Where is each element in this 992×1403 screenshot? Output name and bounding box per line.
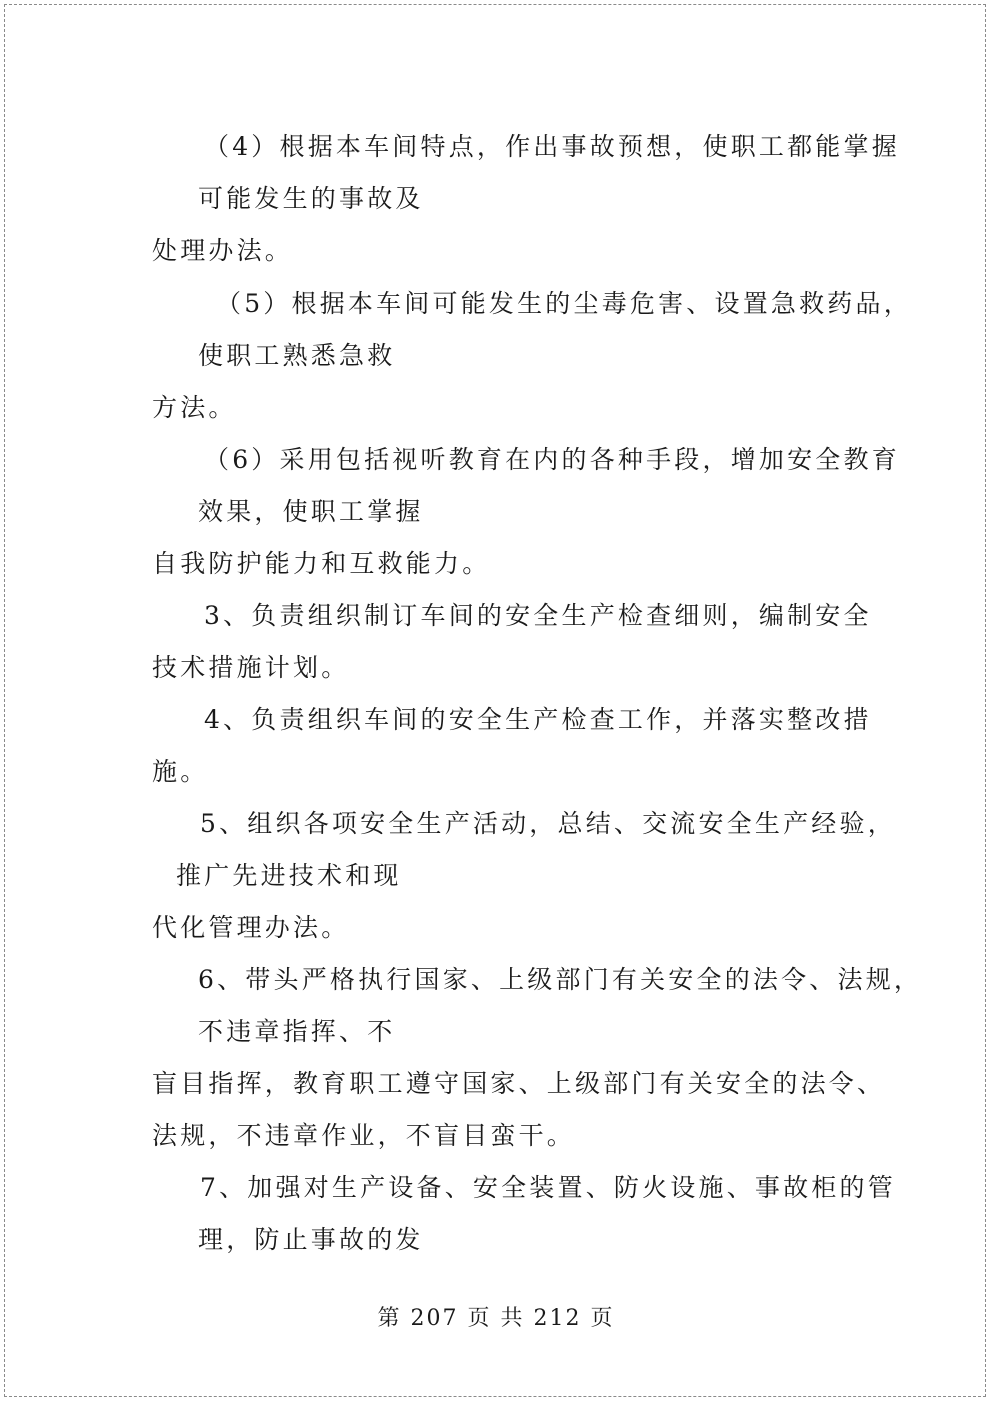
text-line: （5）根据本车间可能发生的尘毒危害、设置急救药品，	[216, 289, 912, 318]
text-line: 推广先进技术和现	[176, 861, 402, 890]
text-line: 可能发生的事故及	[198, 184, 424, 213]
text-line: 不违章指挥、不	[198, 1017, 396, 1046]
text-line: 施。	[152, 757, 209, 786]
text-line: 6、带头严格执行国家、上级部门有关安全的法令、法规，	[198, 965, 923, 994]
text-line: 技术措施计划。	[152, 653, 350, 682]
text-line: （4）根据本车间特点，作出事故预想，使职工都能掌握	[204, 132, 900, 161]
text-line: 5、组织各项安全生产活动，总结、交流安全生产经验，	[200, 809, 896, 838]
text-line: 使职工熟悉急救	[198, 341, 396, 370]
text-line: 盲目指挥，教育职工遵守国家、上级部门有关安全的法令、	[152, 1069, 886, 1098]
text-line: （6）采用包括视听教育在内的各种手段，增加安全教育	[204, 445, 900, 474]
text-line: 效果，使职工掌握	[198, 497, 424, 526]
text-line: 代化管理办法。	[152, 913, 350, 942]
text-line: 理，防止事故的发	[198, 1225, 424, 1254]
text-line: 方法。	[152, 393, 237, 422]
text-line: 3、负责组织制订车间的安全生产检查细则，编制安全	[204, 601, 872, 630]
text-line: 7、加强对生产设备、安全装置、防火设施、事故柜的管	[200, 1173, 896, 1202]
text-line: 处理办法。	[152, 236, 294, 265]
text-line: 4、负责组织车间的安全生产检查工作，并落实整改措	[204, 705, 872, 734]
text-line: 自我防护能力和互救能力。	[152, 549, 491, 578]
page-number-footer: 第 207 页 共 212 页	[377, 1306, 615, 1331]
text-line: 法规，不违章作业，不盲目蛮干。	[152, 1121, 576, 1150]
